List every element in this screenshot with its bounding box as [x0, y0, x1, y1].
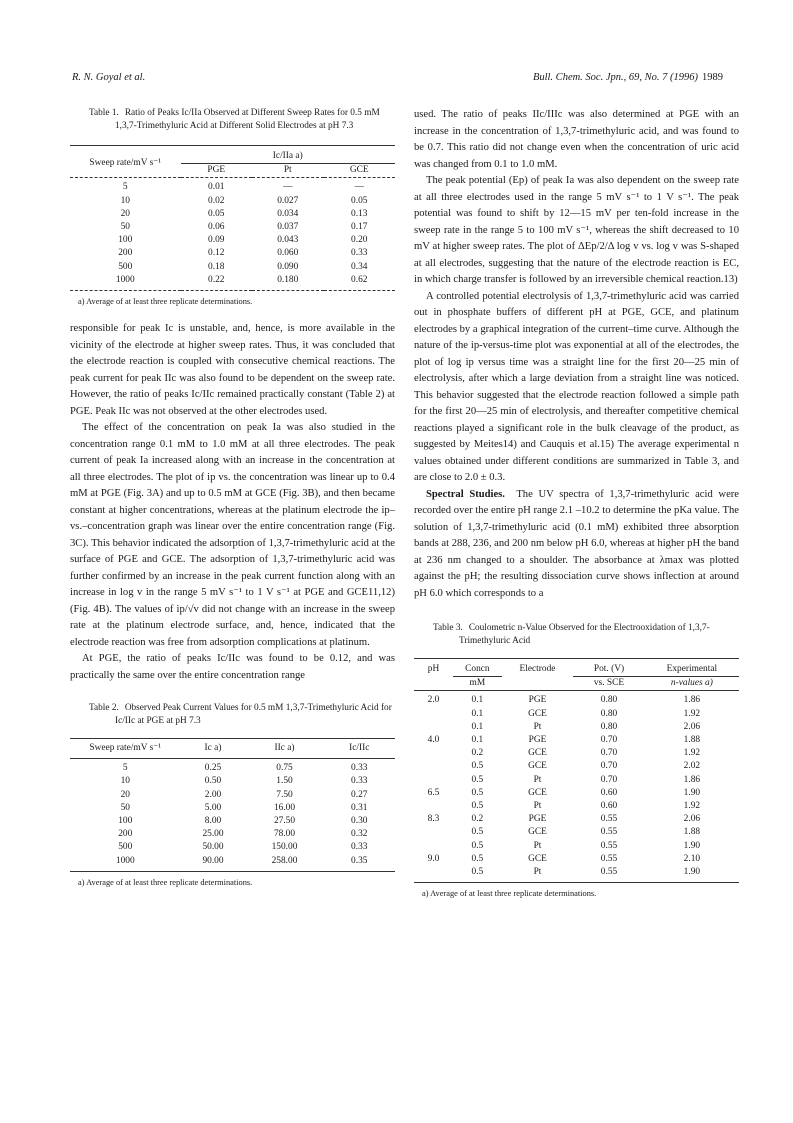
- right-column: [414, 107, 739, 900]
- table3-row: [414, 853, 739, 866]
- table2-cell: 0.35: [351, 855, 368, 866]
- table3-cell: 0.5: [471, 867, 484, 878]
- table2-cell: 16.00: [273, 802, 296, 813]
- table3-cell: 2.02: [683, 761, 701, 772]
- table3-cell: 0.55: [600, 827, 618, 838]
- table1-row: [70, 221, 395, 234]
- table3-cell: 0.60: [600, 787, 618, 798]
- left-paragraph-3: At PGE, the ratio of peaks Ic/IIc was found to be 0.12, and was practically the same over the entire concentration range: [70, 653, 395, 681]
- table3-cell: GCE: [528, 708, 547, 719]
- table2-cell: 0.32: [351, 829, 368, 840]
- table3-col-header: pH: [427, 664, 440, 675]
- table3-row: [414, 691, 739, 708]
- table1-cell: 500: [118, 261, 133, 272]
- table3-cell: 6.5: [427, 787, 440, 798]
- table1-label: Table 1.: [89, 108, 119, 118]
- right-paragraph-2: The peak potential (Ep) of peak Ia was also dependent on the sweep rate at all three electrodes used in the range 5 mV s⁻¹ to 1 V s⁻¹. The peak potential was found to shift by 12—15 mV per ten-fold increase in the sweep rate in the range 5 to 100 mV s⁻¹, whereas the shift decreased to 10 mV at higher sweep rates. The plot of ΔEp/2/Δ log v vs. log v was S-shaped at all electrodes, suggesting that the nature of the electrode reaction is EC, in which charge transfer is followed by an irreversible chemical reaction.13): [414, 175, 739, 285]
- table1-cell: 200: [118, 248, 133, 259]
- table1-row: [70, 261, 395, 274]
- table3-row: [414, 800, 739, 813]
- table3-cell: 1.92: [683, 801, 701, 812]
- table3-cell: [414, 840, 453, 853]
- table3-cell: GCE: [528, 853, 547, 864]
- table1-body: [70, 178, 395, 291]
- table3-row: [414, 813, 739, 826]
- table1-cell: 0.180: [277, 274, 299, 285]
- table1-cell: 0.034: [277, 208, 299, 219]
- table1-cell: 5: [122, 182, 128, 193]
- table3-cell: GCE: [528, 827, 547, 838]
- table3-cell: [414, 826, 453, 839]
- table2-cell: 150.00: [271, 842, 298, 853]
- table3-subcol-header: mM: [469, 678, 486, 689]
- table1-cell: 0.05: [351, 195, 368, 206]
- table3-cell: Pt: [533, 867, 542, 878]
- table3-cell: GCE: [528, 761, 547, 772]
- table2-col-header: IIc a): [274, 743, 295, 754]
- table3-col-header: Pot. (V): [573, 659, 645, 677]
- table1-cell: 0.13: [351, 208, 368, 219]
- table3-row: [414, 760, 739, 773]
- table3-cell: 0.70: [600, 748, 618, 759]
- table3-caption: [414, 622, 739, 648]
- table2-cell: 7.50: [276, 789, 293, 800]
- table3-cell: PGE: [528, 814, 547, 825]
- table3-cell: 8.3: [427, 814, 440, 825]
- table1-cell: 0.027: [277, 195, 299, 206]
- table2-cell: 5: [122, 763, 128, 774]
- table3-cell: 0.5: [471, 801, 484, 812]
- table2-cell: 0.33: [351, 776, 368, 787]
- table3-cell: 0.5: [471, 840, 484, 851]
- table2-cell: 0.30: [351, 816, 368, 827]
- table2: [70, 738, 395, 872]
- table3-cell: 9.0: [427, 853, 440, 864]
- table2-cell: 0.25: [204, 763, 222, 774]
- table3-caption-text: Coulometric n-Value Observed for the Electrooxidation of 1,3,7-Trimethyluric Acid: [459, 623, 710, 646]
- table3-cell: 0.80: [600, 708, 618, 719]
- table3-cell: Pt: [533, 801, 542, 812]
- table2-row: [70, 855, 395, 872]
- table1-cell: 0.043: [277, 235, 299, 246]
- table1-cell: 50: [120, 222, 130, 233]
- table1-header-sweep: Sweep rate/mV s⁻¹: [89, 158, 162, 169]
- table2-cell: 20: [120, 789, 130, 800]
- table3-cell: 4.0: [427, 735, 440, 746]
- table2-cell: 258.00: [271, 855, 298, 866]
- table1-cell: 20: [120, 208, 130, 219]
- table3-label: Table 3.: [433, 623, 463, 633]
- table2-cell: 2.00: [204, 789, 222, 800]
- table2-row: [70, 759, 395, 776]
- table1-row: [70, 247, 395, 260]
- table3-cell: 1.92: [683, 748, 701, 759]
- table1-footnote: a) Average of at least three replicate determinations.: [78, 297, 253, 307]
- table3-cell: [414, 774, 453, 787]
- table2-cell: 1000: [115, 855, 135, 866]
- table1-cell: 0.05: [208, 208, 225, 219]
- table3-cell: 0.5: [471, 787, 484, 798]
- table3-cell: 0.55: [600, 853, 618, 864]
- table1-header-group: Ic/IIa a): [181, 146, 396, 164]
- table3-cell: 0.1: [471, 721, 484, 732]
- table1-cell: 1000: [115, 274, 135, 285]
- table3-cell: Pt: [533, 840, 542, 851]
- table3-cell: 0.5: [471, 827, 484, 838]
- table1: [70, 145, 395, 291]
- table3: [414, 658, 739, 883]
- table2-cell: 25.00: [202, 829, 224, 840]
- table3-cell: [414, 800, 453, 813]
- table1-cell: 100: [118, 235, 133, 246]
- table2-row: [70, 775, 395, 788]
- table3-cell: [414, 747, 453, 760]
- left-paragraph-2: The effect of the concentration on peak Ia was also studied in the concentration range 0.1 mM to 1.0 mM at all three electrodes. The peak current of peak Ia increased along with an increase in the concentration at all three electrodes. The plot of ip vs. the concentration was linear up to 0.4 mM at PGE (Fig. 3A) and up to 0.5 mM at GCE (Fig. 3B), and then became constant at higher concentrations, whereas at the platinum electrode the ip–vs.–concentration graph was linear over the entire concentration range (Fig. 3C). This behavior indicated the adsorption of 1,3,7-trimethyluric acid at the surface of PGE and GCE. The adsorption of 1,3,7-trimethyluric acid was further confirmed by an increase in the peak current function along with an increase in log v in the range 5 mV s⁻¹ to 1 V s⁻¹ at PGE and GCE11,12) (Fig. 4B). The values of ip/√v did not change with an increase in the sweep rate at the platinum electrode surface, and, hence, indicated that the electrode reaction was free from adsorption complications at platinum.: [70, 422, 395, 648]
- table2-row: [70, 841, 395, 854]
- table2-cell: 0.75: [276, 763, 293, 774]
- table3-cell: 0.70: [600, 774, 618, 785]
- table3-cell: 0.2: [471, 814, 484, 825]
- table2-row: [70, 828, 395, 841]
- table1-cell: —: [283, 182, 293, 193]
- table3-cell: 0.1: [471, 708, 484, 719]
- table1-col-header: GCE: [349, 165, 369, 176]
- table3-cell: 0.80: [600, 695, 618, 706]
- table3-cell: Pt: [533, 774, 542, 785]
- table3-cell: GCE: [528, 787, 547, 798]
- table3-cell: [414, 708, 453, 721]
- table3-cell: 0.55: [600, 867, 618, 878]
- table1-cell: 0.09: [208, 235, 225, 246]
- table3-cell: Pt: [533, 721, 542, 732]
- table1-cell: 0.20: [351, 235, 368, 246]
- table3-row: [414, 708, 739, 721]
- table2-cell: 50: [120, 802, 130, 813]
- table1-col-header: Pt: [283, 165, 292, 176]
- table2-cell: 0.33: [351, 842, 368, 853]
- table1-cell: 0.18: [208, 261, 225, 272]
- table3-subcol-header: [502, 677, 574, 691]
- spectral-heading: Spectral Studies.: [426, 488, 505, 500]
- table3-body: [414, 691, 739, 883]
- table1-caption-text: Ratio of Peaks Ic/IIa Observed at Different Sweep Rates for 0.5 mM 1,3,7-Trimethyluric Acid at Different Solid Electrodes at pH 7.3: [115, 108, 380, 131]
- table3-cell: 0.5: [471, 774, 484, 785]
- table2-col-header: Ic a): [204, 743, 222, 754]
- table3-subcol-header: vs. SCE: [593, 678, 625, 689]
- table3-cell: 0.1: [471, 735, 484, 746]
- table3-cell: 1.86: [683, 774, 701, 785]
- table2-cell: 200: [118, 829, 133, 840]
- table1-cell: 0.02: [208, 195, 225, 206]
- table1-cell: 0.06: [208, 222, 225, 233]
- left-paragraph-1: responsible for peak Ic is unstable, and, hence, is more available in the vicinity of the electrode at higher sweep rates. Thus, it was concluded that the electrode reaction is coupled with consecutive chemical reactions. The peak current for peak IIc was also found to be dependent on the sweep rate. However, the ratio of peaks Ic/IIc remained practically constant (Table 2) at PGE. Peak IIc was not observed at the other electrodes used.: [70, 323, 395, 417]
- table2-caption: [70, 702, 395, 728]
- table3-cell: 2.06: [683, 814, 701, 825]
- table1-row: [70, 234, 395, 247]
- table3-cell: [414, 866, 453, 883]
- table3-subcol-header: [414, 677, 453, 691]
- table1-row: [70, 208, 395, 221]
- table1-cell: 0.01: [208, 182, 225, 193]
- table2-body: [70, 759, 395, 872]
- table1-cell: 0.12: [208, 248, 225, 259]
- table3-cell: 0.80: [600, 721, 618, 732]
- table2-cell: 0.31: [351, 802, 368, 813]
- table2-cell: 0.27: [351, 789, 368, 800]
- table1-cell: 0.17: [351, 222, 368, 233]
- table3-cell: 0.55: [600, 814, 618, 825]
- table1-cell: —: [354, 182, 364, 193]
- table1-col-header: PGE: [207, 165, 226, 176]
- table3-cell: 1.88: [683, 735, 701, 746]
- table3-cell: GCE: [528, 748, 547, 759]
- left-column: [70, 107, 395, 889]
- page-number: 1989: [702, 72, 723, 83]
- table3-cell: PGE: [528, 695, 547, 706]
- table3-row: [414, 840, 739, 853]
- table3-row: [414, 734, 739, 747]
- table1-cell: 0.060: [277, 248, 299, 259]
- table3-row: [414, 747, 739, 760]
- right-paragraph-1: used. The ratio of peaks IIc/IIIc was also determined at PGE with an increase in the concentration of 1,3,7-trimethyluric acid, and was found to be 0.7. This ratio did not change even when the concentration of uric acid was changed from 0.1 to 1.0 mM.: [414, 109, 739, 170]
- table1-cell: 0.22: [208, 274, 225, 285]
- table3-cell: 0.55: [600, 840, 618, 851]
- table2-cell: 0.33: [351, 763, 368, 774]
- table3-cell: [414, 721, 453, 734]
- table3-cell: PGE: [528, 735, 547, 746]
- table1-cell: 0.34: [351, 261, 368, 272]
- running-header-journal: [533, 72, 723, 83]
- table3-cell: 1.86: [683, 695, 701, 706]
- running-header-authors: R. N. Goyal et al.: [72, 72, 146, 83]
- table2-cell: 500: [118, 842, 133, 853]
- table3-cell: [414, 760, 453, 773]
- table2-caption-text: Observed Peak Current Values for 0.5 mM 1,3,7-Trimethyluric Acid for Ic/IIc at PGE at pH 7.3: [115, 703, 392, 727]
- table3-row: [414, 721, 739, 734]
- table3-cell: 0.70: [600, 735, 618, 746]
- table2-cell: 90.00: [202, 855, 224, 866]
- table2-label: Table 2.: [89, 703, 119, 714]
- table3-cell: 1.90: [683, 840, 701, 851]
- table3-cell: 0.5: [471, 853, 484, 864]
- table3-cell: 0.70: [600, 761, 618, 772]
- table3-col-header: Electrode: [519, 664, 556, 675]
- table3-cell: 0.60: [600, 801, 618, 812]
- table2-row: [70, 815, 395, 828]
- table3-cell: 0.2: [471, 748, 484, 759]
- table1-cell: 0.62: [351, 274, 368, 285]
- right-paragraph-3: A controlled potential electrolysis of 1,3,7-trimethyluric acid was carried out in phosphate buffers of different pH at PGE, GCE, and platinum electrodes by a graphical integration of the current–time curve. Although the nature of the ip-versus-time plot was exponential at all of the electrodes, the plot of log ip versus time was a straight line for the first 20—25 min of electrolysis, after which a large deviation from a straight line was noticed. This behavior suggested that the electrode reaction followed a simple path for the first 20—25 min of electrolysis, and thereafter competitive chemical reactions played a significant role in the bulk cleavage of the product, as suggested by Meites14) and Cauquis et al.15) The average experimental n values obtained under different conditions are summarized in Table 3, and are close to 2.0 ± 0.3.: [414, 290, 739, 483]
- table1-row: [70, 195, 395, 208]
- table3-subcol-header: n-values a): [670, 678, 713, 689]
- table1-cell: 0.33: [351, 248, 368, 259]
- table2-cell: 5.00: [204, 802, 222, 813]
- spectral-paragraph: [414, 487, 739, 603]
- table3-row: [414, 866, 739, 883]
- spectral-text: The UV spectra of 1,3,7-trimethyluric acid were recorded over the entire pH range 2.1 –10.2 to determine the pKa value. The solution of 1,3,7-trimethyluric acid (0.1 mM) exhibited three absorption bands at 288, 236, and 200 nm below pH 6.0, whereas at higher pH the band at 236 nm changed to a shoulder. The absorbance at λmax was plotted against the pH; the resulting dissociation curve shows inflection at around pH 6.0 which corresponds to a: [414, 488, 739, 599]
- table2-cell: 50.00: [202, 842, 224, 853]
- table3-col-header: Concn: [453, 659, 502, 677]
- table3-row: [414, 787, 739, 800]
- table3-cell: 1.92: [683, 708, 701, 719]
- table1-row: [70, 178, 395, 195]
- table2-col-header: Ic/IIc: [349, 743, 370, 754]
- table2-cell: 10: [120, 776, 130, 787]
- table1-cell: 10: [120, 195, 130, 206]
- table3-cell: 1.90: [683, 867, 701, 878]
- table3-row: [414, 826, 739, 839]
- table3-cell: 0.1: [471, 695, 484, 706]
- table3-cell: 2.10: [683, 853, 701, 864]
- table3-cell: 0.5: [471, 761, 484, 772]
- table3-col-header: Experimental: [645, 659, 739, 677]
- table2-cell: 8.00: [204, 816, 222, 827]
- journal-citation: Bull. Chem. Soc. Jpn., 69, No. 7 (1996): [532, 72, 698, 83]
- table2-col-header: Sweep rate/mV s⁻¹: [89, 743, 162, 754]
- table3-cell: 2.06: [683, 721, 701, 732]
- table3-cell: 2.0: [427, 695, 440, 706]
- table1-caption: [70, 107, 395, 133]
- table2-row: [70, 802, 395, 815]
- table2-cell: 0.50: [204, 776, 222, 787]
- table1-row: [70, 274, 395, 291]
- table2-cell: 27.50: [273, 816, 296, 827]
- table2-footnote: a) Average of at least three replicate determinations.: [78, 877, 253, 887]
- table3-row: [414, 774, 739, 787]
- table2-cell: 100: [118, 816, 133, 827]
- table3-cell: 1.88: [683, 827, 701, 838]
- table2-row: [70, 789, 395, 802]
- table1-cell: 0.037: [277, 222, 299, 233]
- table3-cell: 1.90: [683, 787, 701, 798]
- table2-cell: 78.00: [273, 829, 296, 840]
- table1-cell: 0.090: [277, 261, 299, 272]
- table3-footnote: a) Average of at least three replicate determinations.: [422, 889, 597, 899]
- table2-cell: 1.50: [276, 776, 293, 787]
